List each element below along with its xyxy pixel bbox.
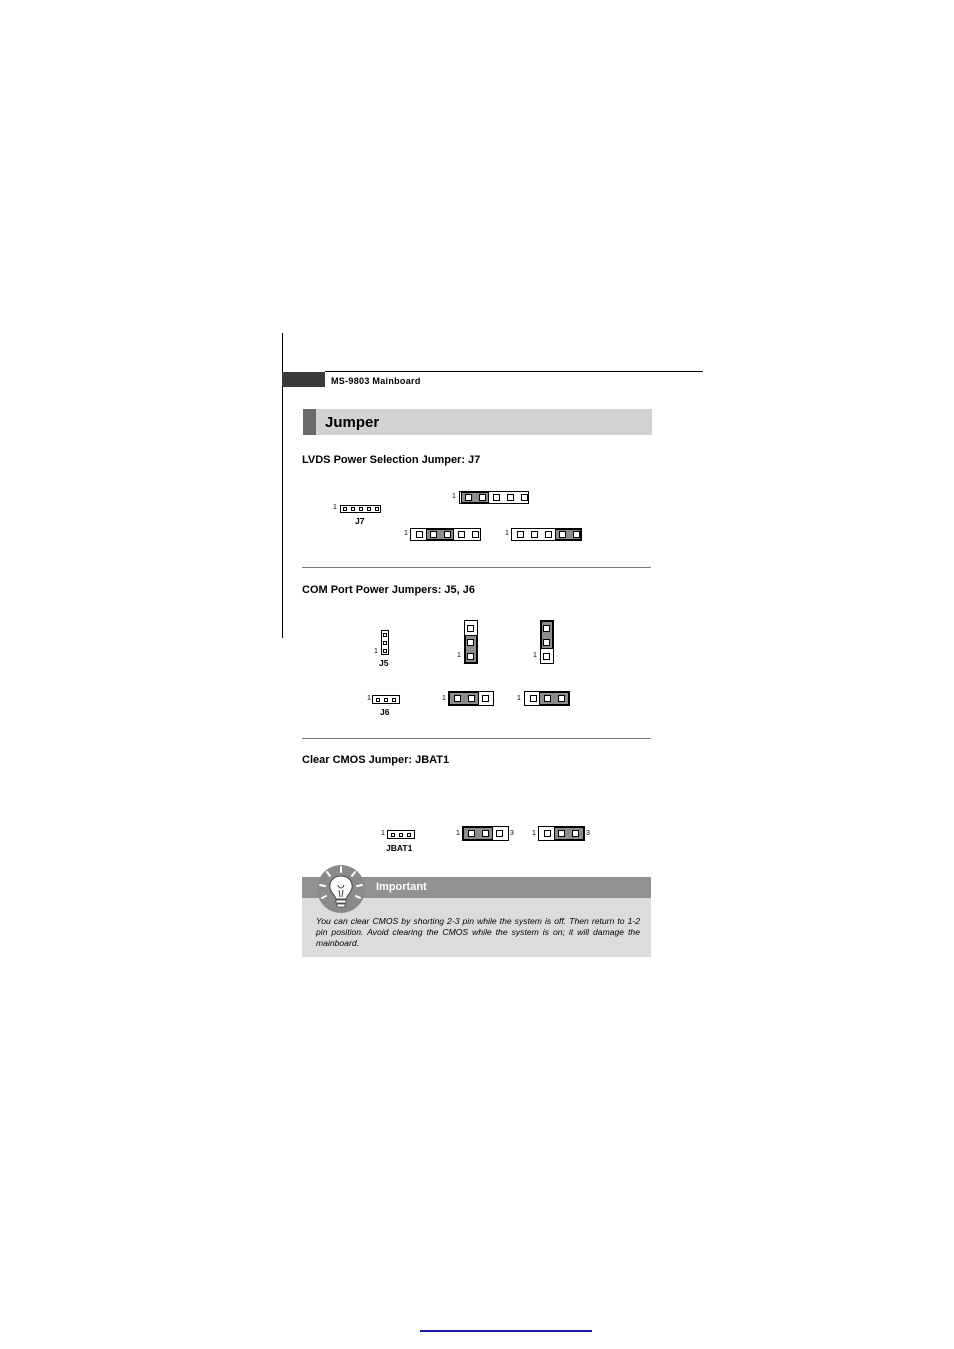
pin1-label: 1 xyxy=(381,830,385,837)
j7-setting-b xyxy=(410,528,481,541)
pin xyxy=(572,830,579,837)
j6-label: J6 xyxy=(380,707,390,717)
pin xyxy=(496,830,503,837)
pin xyxy=(383,633,387,637)
pin xyxy=(521,494,528,501)
pin1-label: 1 xyxy=(533,652,537,659)
j5-label: J5 xyxy=(379,658,389,668)
pin xyxy=(543,653,550,660)
pin xyxy=(458,531,465,538)
com-heading: COM Port Power Jumpers: J5, J6 xyxy=(302,584,475,596)
pin1-label: 1 xyxy=(442,695,446,702)
pin xyxy=(544,695,551,702)
header-rule xyxy=(325,371,703,372)
pin xyxy=(543,625,550,632)
pin1-label: 1 xyxy=(374,648,378,655)
pin xyxy=(454,695,461,702)
pin1-label: 1 xyxy=(404,530,408,537)
pin xyxy=(543,639,550,646)
pin xyxy=(472,531,479,538)
pin xyxy=(559,531,566,538)
section-tab xyxy=(303,409,316,435)
j6-header-small xyxy=(372,695,400,704)
pin xyxy=(391,833,395,837)
important-title: Important xyxy=(376,881,427,893)
pin xyxy=(399,833,403,837)
pin xyxy=(392,698,396,702)
pin xyxy=(531,531,538,538)
pin1-label: 1 xyxy=(532,830,536,837)
pin1-label: 1 xyxy=(333,504,337,511)
pin xyxy=(383,649,387,653)
pin xyxy=(416,531,423,538)
pin xyxy=(545,531,552,538)
pin xyxy=(479,494,486,501)
pin1-label: 1 xyxy=(505,530,509,537)
important-text: You can clear CMOS by shorting 2-3 pin while the system is off. Then return to 1-2 pin position. Avoid clearing the CMOS while the system is on; it will damage the mainboard. xyxy=(316,916,640,948)
pin1-label: 1 xyxy=(457,652,461,659)
pin xyxy=(367,507,371,511)
jbat1-setting-clear xyxy=(538,826,585,841)
section-title: Jumper xyxy=(325,414,380,431)
pin xyxy=(407,833,411,837)
jbat1-setting-keep xyxy=(462,826,509,841)
j6-setting-b xyxy=(524,691,570,706)
pin xyxy=(558,695,565,702)
pin xyxy=(467,625,474,632)
pin3-label: 3 xyxy=(586,830,590,837)
pin xyxy=(468,695,475,702)
pin xyxy=(467,653,474,660)
j5-setting-b xyxy=(540,620,554,664)
pin xyxy=(384,698,388,702)
pin xyxy=(375,507,379,511)
j5-setting-a xyxy=(464,620,478,664)
pin xyxy=(517,531,524,538)
section-divider xyxy=(302,738,651,739)
j7-heading: LVDS Power Selection Jumper: J7 xyxy=(302,454,481,466)
pin xyxy=(430,531,437,538)
pin3-label: 3 xyxy=(510,830,514,837)
pin xyxy=(383,641,387,645)
pin xyxy=(351,507,355,511)
j5-header-small xyxy=(381,630,389,655)
pin xyxy=(343,507,347,511)
j7-setting-c xyxy=(511,528,582,541)
pin xyxy=(507,494,514,501)
pin xyxy=(376,698,380,702)
pin xyxy=(482,830,489,837)
jbat1-label: JBAT1 xyxy=(386,843,413,853)
j7-setting-a xyxy=(459,491,529,504)
pin xyxy=(530,695,537,702)
pin1-label: 1 xyxy=(367,695,371,702)
jbat1-header-small xyxy=(387,830,415,839)
header-title: MS-9803 Mainboard xyxy=(331,376,421,386)
pin xyxy=(573,531,580,538)
pin xyxy=(493,494,500,501)
pin xyxy=(482,695,489,702)
cmos-heading: Clear CMOS Jumper: JBAT1 xyxy=(302,754,450,766)
pin xyxy=(359,507,363,511)
j7-header-small xyxy=(340,505,381,513)
important-note xyxy=(302,877,651,957)
pin xyxy=(558,830,565,837)
section-header xyxy=(303,409,652,435)
pin xyxy=(444,531,451,538)
j6-setting-a xyxy=(448,691,494,706)
pin xyxy=(468,830,475,837)
footer-link-underline[interactable] xyxy=(420,1330,592,1332)
pin1-label: 1 xyxy=(452,493,456,500)
j7-label: J7 xyxy=(355,516,365,526)
section-divider xyxy=(302,567,651,568)
pin xyxy=(467,639,474,646)
lightbulb-icon xyxy=(315,863,367,915)
pin xyxy=(465,494,472,501)
header-tab-block xyxy=(282,372,325,387)
pin1-label: 1 xyxy=(517,695,521,702)
pin xyxy=(544,830,551,837)
pin1-label: 1 xyxy=(456,830,460,837)
